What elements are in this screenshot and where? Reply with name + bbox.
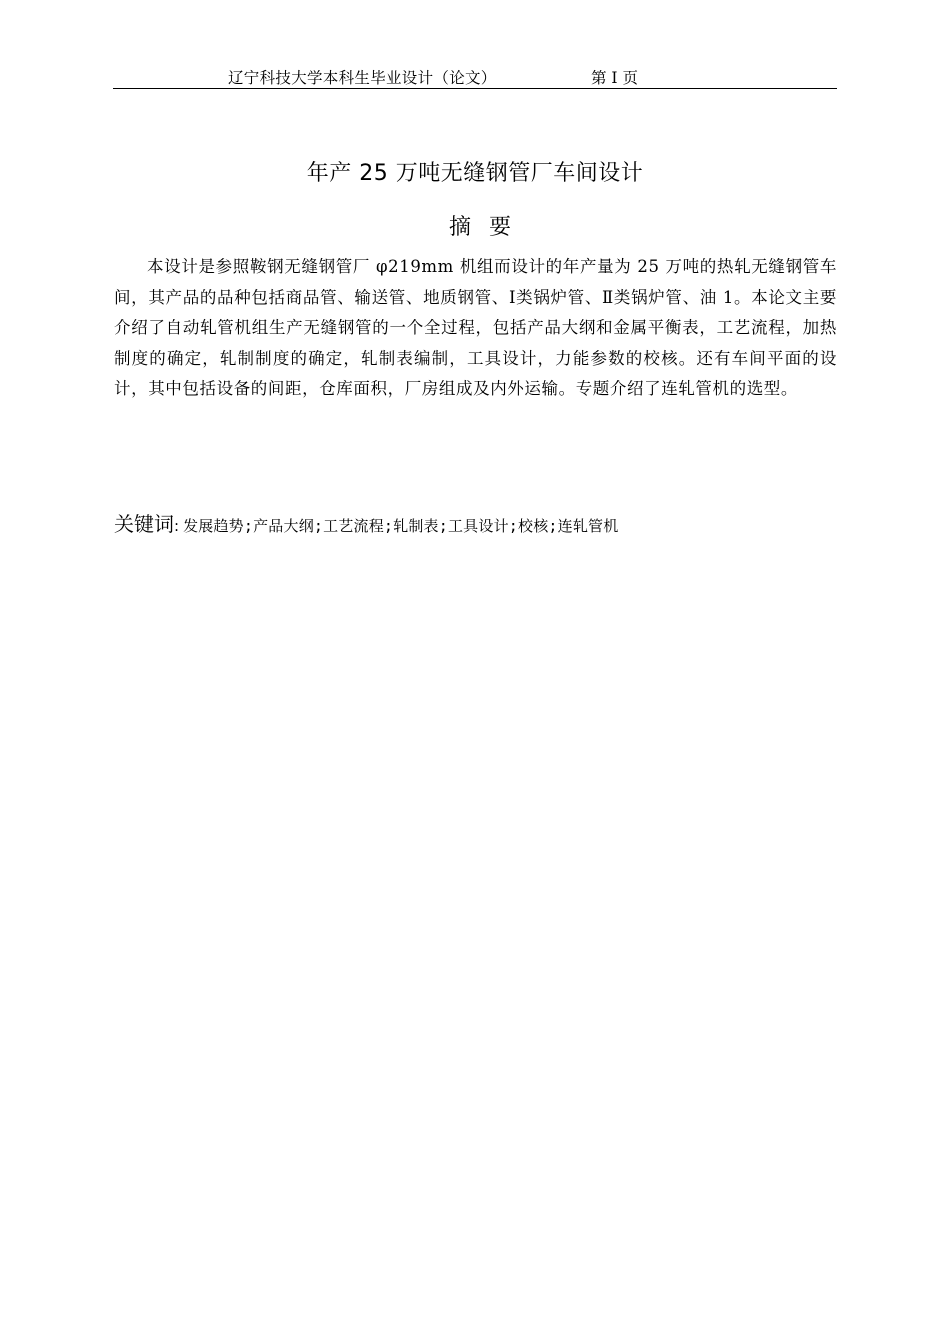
header-page-number: 第 I 页 <box>591 69 638 87</box>
keywords-colon: : <box>174 517 180 535</box>
keywords-list: 发展趋势;产品大纲;工艺流程;轧制表;工具设计;校核;连轧管机 <box>183 517 619 535</box>
header-university-title: 辽宁科技大学本科生毕业设计（论文） <box>228 69 497 87</box>
abstract-heading: 摘要 <box>448 215 529 240</box>
page-header <box>113 60 837 89</box>
keywords-line <box>114 508 618 537</box>
thesis-title: 年产 25 万吨无缝钢管厂车间设计 <box>306 161 644 186</box>
abstract-paragraph: 本设计是参照鞍钢无缝钢管厂 φ219mm 机组而设计的年产量为 25 万吨的热轧无缝钢管车间，其产品的品种包括商品管、输送管、地质钢管、Ⅰ类锅炉管、Ⅱ类锅炉管、油 1。本论文主要介绍了自动轧管机组生产无缝钢管的一个全过程，包括产品大纲和金属平衡表，工艺流程，加热制度的确定，轧制制度的确定，轧制表编制，工具设计，力能参数的校核。还有车间平面的设计，其中包括设备的间距，仓库面积，厂房组成及内外运输。专题介绍了连轧管机的选型。 <box>114 257 837 398</box>
keywords-label: 关键词 <box>114 512 174 536</box>
